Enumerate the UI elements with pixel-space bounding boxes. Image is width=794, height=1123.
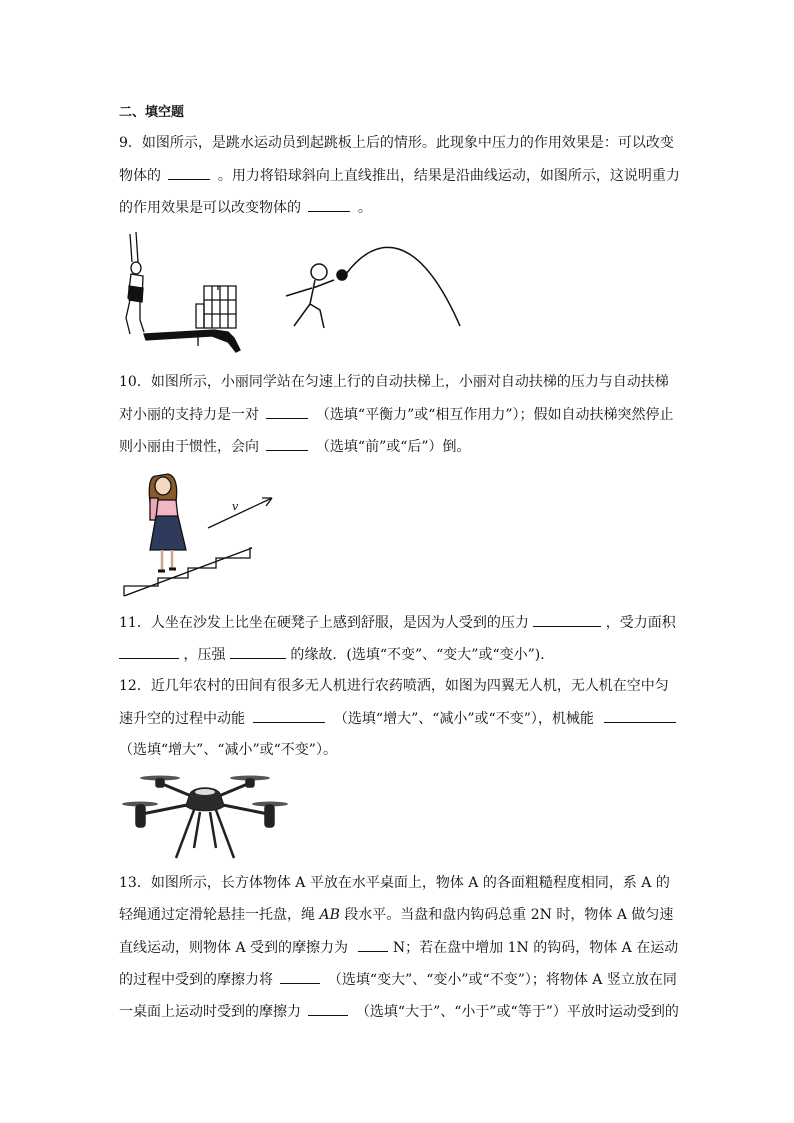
q13-line-4-pre: 的过程中受到的摩擦力将 — [119, 972, 273, 988]
q10-line-3-post: （选填“前”或“后”）倒。 — [315, 439, 471, 455]
q12-line-1: 12．近几年农村的田间有很多无人机进行农药喷洒，如图为四翼无人机，无人机在空中匀 — [119, 678, 669, 694]
q13-line-2-pre: 轻绳通过定滑轮悬挂一托盘，绳 — [119, 907, 315, 923]
q10-blank-2[interactable] — [266, 436, 308, 451]
q9-line-2-post: 。用力将铅球斜向上直线推出，结果是沿曲线运动，如图所示，这说明重力 — [217, 168, 680, 184]
diver-figure — [116, 228, 246, 360]
q9-line-2 — [119, 165, 679, 186]
q13-line-5 — [119, 1001, 679, 1022]
q13-line-3-pre: 直线运动，则物体 A 受到的摩擦力为 — [119, 940, 349, 956]
q13-line-5-post: （选填“大于”、“小于”或“等于”）平放时运动受到的 — [355, 1004, 679, 1020]
q13-line-3 — [119, 937, 679, 958]
q11-blank-2[interactable] — [119, 644, 179, 659]
velocity-label: v — [232, 500, 239, 513]
q9-blank-2[interactable] — [308, 197, 350, 212]
q11-line-2 — [119, 644, 679, 665]
q11-blank-3[interactable] — [230, 644, 286, 659]
shot-ball-icon — [337, 270, 347, 280]
q10-line-3-pre: 则小丽由于惯性，会向 — [119, 439, 259, 455]
q13-line-2 — [119, 905, 679, 925]
escalator-figure — [120, 464, 280, 602]
q12-blank-1[interactable] — [253, 708, 325, 723]
q12-line-2-mid: （选填“增大”、“减小”或“不变”），机械能 — [333, 711, 594, 727]
q10-line-2 — [119, 404, 679, 425]
q13-blank-2[interactable] — [280, 969, 320, 984]
q13-blank-1[interactable] — [358, 937, 388, 952]
q9-line-3 — [119, 197, 679, 218]
q10-line-2-pre: 对小丽的支持力是一对 — [119, 407, 259, 423]
q11-line-2-post: 的缘故．(选填“不变”、“变大”或“变小”)． — [290, 647, 555, 663]
q11-line-1-pre: 11．人坐在沙发上比坐在硬凳子上感到舒服，是因为人受到的压力 — [119, 615, 529, 631]
q13-blank-3[interactable] — [308, 1001, 348, 1016]
trajectory-curve — [346, 247, 460, 326]
q13-line-3-post: N；若在盘中增加 1N 的钩码，物体 A 在运动 — [392, 940, 679, 956]
q10-blank-1[interactable] — [266, 404, 308, 419]
q9-line-1: 9．如图所示，是跳水运动员到起跳板上后的情形。此现象中压力的作用效果是：可以改变 — [119, 135, 674, 151]
section-title: 二、填空题 — [119, 105, 185, 120]
q12-blank-2[interactable] — [604, 708, 676, 723]
q9-line-3-pre: 的作用效果是可以改变物体的 — [119, 200, 301, 216]
athlete-head-icon — [311, 264, 327, 280]
q13-segment-ab: AB — [319, 907, 340, 923]
q9-line-3-post: 。 — [357, 200, 372, 216]
q13-line-4-post: （选填“变大”、“变小”或“不变”）；将物体 A 竖立放在同 — [327, 972, 677, 988]
q11-line-1-post: ，受力面积 — [605, 615, 676, 631]
q10-line-3 — [119, 436, 679, 457]
q12-line-2 — [119, 708, 679, 729]
q13-line-2-post: 段水平。当盘和盘内钩码总重 2N 时，物体 A 做匀速 — [344, 907, 674, 923]
drone-figure — [120, 768, 290, 860]
q13-line-4 — [119, 969, 679, 990]
shot-put-figure — [278, 228, 464, 332]
q10-line-1: 10．如图所示，小丽同学站在匀速上行的自动扶梯上，小丽对自动扶梯的压力与自动扶梯 — [119, 374, 669, 390]
q9-blank-1[interactable] — [168, 165, 210, 180]
q12-line-2-pre: 速升空的过程中动能 — [119, 711, 245, 727]
q11-line-1 — [119, 612, 679, 633]
q12-line-3: （选填“增大”、“减小”或“不变”）。 — [119, 742, 337, 758]
q9-line-2-pre: 物体的 — [119, 168, 161, 184]
q11-blank-1[interactable] — [533, 612, 601, 627]
q13-line-5-pre: 一桌面上运动时受到的摩擦力 — [119, 1004, 301, 1020]
q10-line-2-post: （选填“平衡力”或“相互作用力”）；假如自动扶梯突然停止 — [315, 407, 674, 423]
q13-line-1: 13．如图所示，长方体物体 A 平放在水平桌面上，物体 A 的各面粗糙程度相同，系 A 的 — [119, 875, 670, 891]
q11-line-2-mid: ，压强 — [183, 647, 226, 663]
